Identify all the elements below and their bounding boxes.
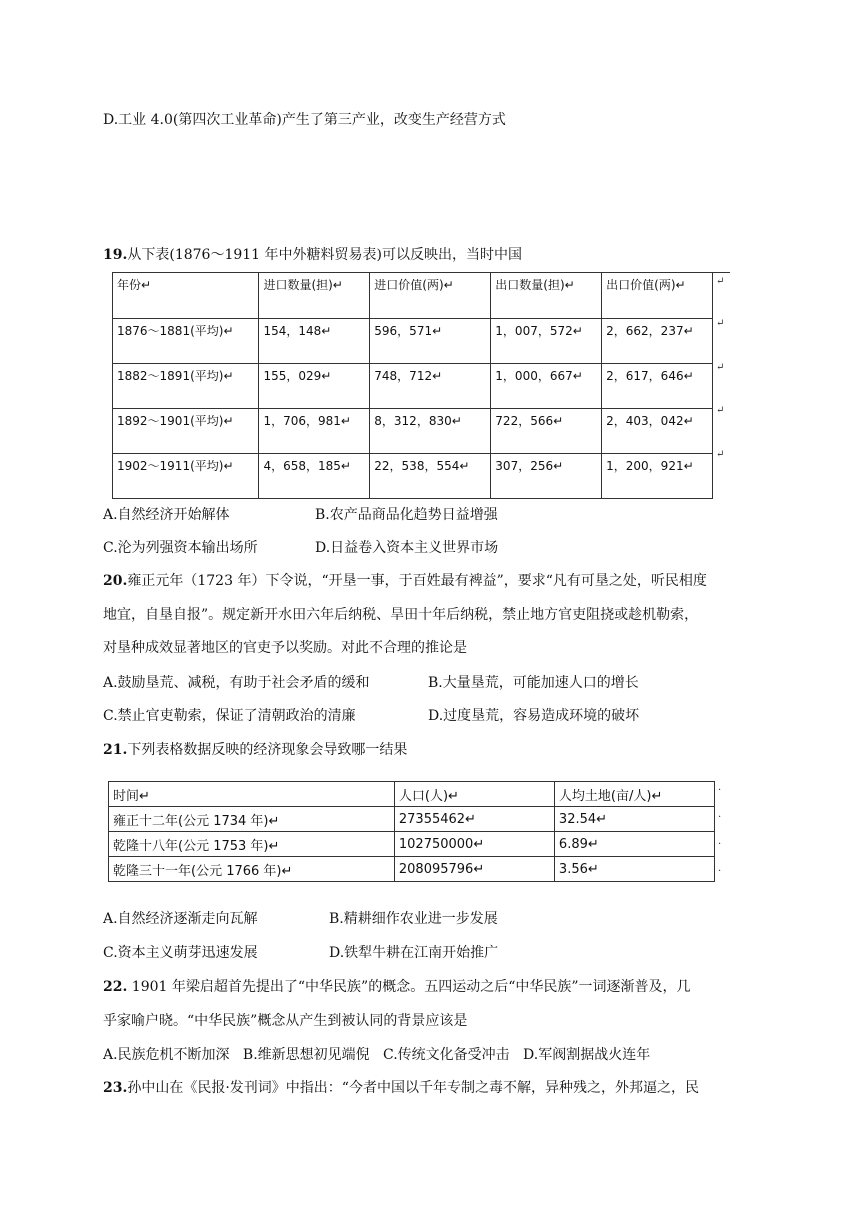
- table-cell: 208095796↵: [394, 857, 554, 882]
- table-header-row: [113, 273, 713, 319]
- table-header-cell: 人口(人)↵: [394, 782, 554, 807]
- q21-number: 21.: [103, 742, 128, 758]
- q20-option-b: B.大量垦荒，可能加速人口的增长: [428, 675, 639, 691]
- table-row: [113, 409, 713, 454]
- table-header-cell: 人均土地(亩/人)↵: [554, 782, 714, 807]
- table-cell: 1876～1881(平均)↵: [113, 319, 259, 364]
- row-end-mark: ↵: [716, 449, 725, 460]
- table-row: [109, 832, 715, 857]
- table-cell: 2，403，042↵: [602, 409, 713, 454]
- row-end-mark: ↵: [716, 276, 725, 287]
- q19-option-a: A.自然经济开始解体: [103, 507, 230, 523]
- q21-option-a: A.自然经济逐渐走向瓦解: [103, 911, 258, 927]
- q19-stem: [103, 245, 522, 265]
- table-cell: 2，662，237↵: [602, 319, 713, 364]
- table-cell: 1，000，667↵: [491, 364, 602, 409]
- row-end-mark: ↵: [716, 405, 725, 416]
- q19-number: 19.: [103, 247, 128, 263]
- q21-option-d: D.铁犁牛耕在江南开始推广: [329, 945, 499, 961]
- row-end-mark: ·: [718, 812, 722, 823]
- row-end-mark: ↵: [716, 362, 725, 373]
- q20-option-d: D.过度垦荒，容易造成环境的破坏: [428, 708, 640, 724]
- table-cell: 1882～1891(平均)↵: [113, 364, 259, 409]
- table-cell: 722，566↵: [491, 409, 602, 454]
- table-cell: 乾隆十八年(公元 1753 年)↵: [109, 832, 395, 857]
- table-row: [113, 364, 713, 409]
- table-header-row: [109, 782, 715, 807]
- table-cell: 乾隆三十一年(公元 1766 年)↵: [109, 857, 395, 882]
- q22-options: A.民族危机不断加深 B.维新思想初见端倪 C.传统文化备受冲击 D.军阀割据战火连年: [103, 1047, 651, 1063]
- table-row: [113, 319, 713, 364]
- q23-stem-line1: [103, 1078, 699, 1098]
- table-cell: 22，538，554↵: [370, 454, 491, 499]
- table-cell: 3.56↵: [554, 857, 714, 882]
- table-header-cell: 时间↵: [109, 782, 395, 807]
- q23-number: 23.: [103, 1080, 128, 1096]
- table-cell: 307，256↵: [491, 454, 602, 499]
- table-header-cell: 出口数量(担)↵: [491, 273, 602, 319]
- table-cell: 2，617，646↵: [602, 364, 713, 409]
- table-cell: 596，571↵: [370, 319, 491, 364]
- table-cell: 雍正十二年(公元 1734 年)↵: [109, 807, 395, 832]
- table-cell: 1，200，921↵: [602, 454, 713, 499]
- table-cell: 6.89↵: [554, 832, 714, 857]
- q22-number: 22.: [103, 979, 128, 995]
- row-end-mark: ·: [718, 866, 722, 877]
- table-row: [113, 454, 713, 499]
- q21-option-c: C.资本主义萌芽迅速发展: [103, 945, 258, 961]
- q21-population-table: [108, 781, 715, 882]
- row-end-mark: ·: [718, 785, 722, 796]
- q20-option-a: A.鼓励垦荒、减税，有助于社会矛盾的缓和: [103, 675, 370, 691]
- table-header-cell: 出口价值(两)↵: [602, 273, 713, 319]
- q22-stem-line1: [103, 977, 691, 997]
- table-cell: 155，029↵: [259, 364, 370, 409]
- q19-option-c: C.沦为列强资本输出场所: [103, 540, 258, 556]
- q19-option-b: B.农产品商品化趋势日益增强: [315, 507, 498, 523]
- table-cell: 748，712↵: [370, 364, 491, 409]
- table-row: [109, 807, 715, 832]
- q21-option-b: B.精耕细作农业进一步发展: [329, 911, 498, 927]
- q22-stem-text: 1901 年梁启超首先提出了“中华民族”的概念。五四运动之后“中华民族”一词逐渐普及，几: [127, 979, 691, 995]
- table-cell: 1，007，572↵: [491, 319, 602, 364]
- q20-number: 20.: [103, 573, 128, 589]
- table-cell: 8，312，830↵: [370, 409, 491, 454]
- table-cell: 154，148↵: [259, 319, 370, 364]
- q21-stem: [103, 740, 407, 760]
- table-cell: 4，658，185↵: [259, 454, 370, 499]
- row-end-mark: ↵: [716, 318, 725, 329]
- q20-option-c: C.禁止官吏勒索，保证了清朝政治的清廉: [103, 708, 356, 724]
- q19-trade-table: [112, 272, 713, 499]
- q21-stem-text: 下列表格数据反映的经济现象会导致哪一结果: [127, 742, 408, 758]
- q20-stem-line2: 地宜，自垦自报”。规定新开水田六年后纳税、旱田十年后纳税，禁止地方官吏阻挠或趁机勒索，: [103, 607, 699, 623]
- table-cell: 102750000↵: [394, 832, 554, 857]
- q20-stem-line3: 对垦种成效显著地区的官吏予以奖励。对此不合理的推论是: [103, 640, 467, 656]
- table-cell: 27355462↵: [394, 807, 554, 832]
- table-cell: 32.54↵: [554, 807, 714, 832]
- q20-stem-line1: [103, 571, 707, 591]
- q22-stem-line2: 乎家喻户晓。“中华民族”概念从产生到被认同的背景应该是: [103, 1013, 468, 1029]
- table-row: [109, 857, 715, 882]
- q23-stem-text: 孙中山在《民报·发刊词》中指出：“今者中国以千年专制之毒不解，异种残之，外邦逼之，民: [127, 1080, 699, 1096]
- table-cell: 1892～1901(平均)↵: [113, 409, 259, 454]
- q19-option-d: D.日益卷入资本主义世界市场: [315, 540, 499, 556]
- table-cell: 1，706，981↵: [259, 409, 370, 454]
- q19-stem-text: 从下表(1876～1911 年中外糖料贸易表)可以反映出，当时中国: [127, 247, 522, 263]
- table-cell: 1902～1911(平均)↵: [113, 454, 259, 499]
- q20-stem-text: 雍正元年（1723 年）下令说，“开垦一事，于百姓最有裨益”，要求“凡有可垦之处，听民相度: [127, 573, 707, 589]
- table-header-cell: 年份↵: [113, 273, 259, 319]
- table-header-cell: 进口数量(担)↵: [259, 273, 370, 319]
- table-header-cell: 进口价值(两)↵: [370, 273, 491, 319]
- q18-option-d: D.工业 4.0(第四次工业革命)产生了第三产业，改变生产经营方式: [103, 112, 506, 128]
- row-end-mark: ·: [718, 839, 722, 850]
